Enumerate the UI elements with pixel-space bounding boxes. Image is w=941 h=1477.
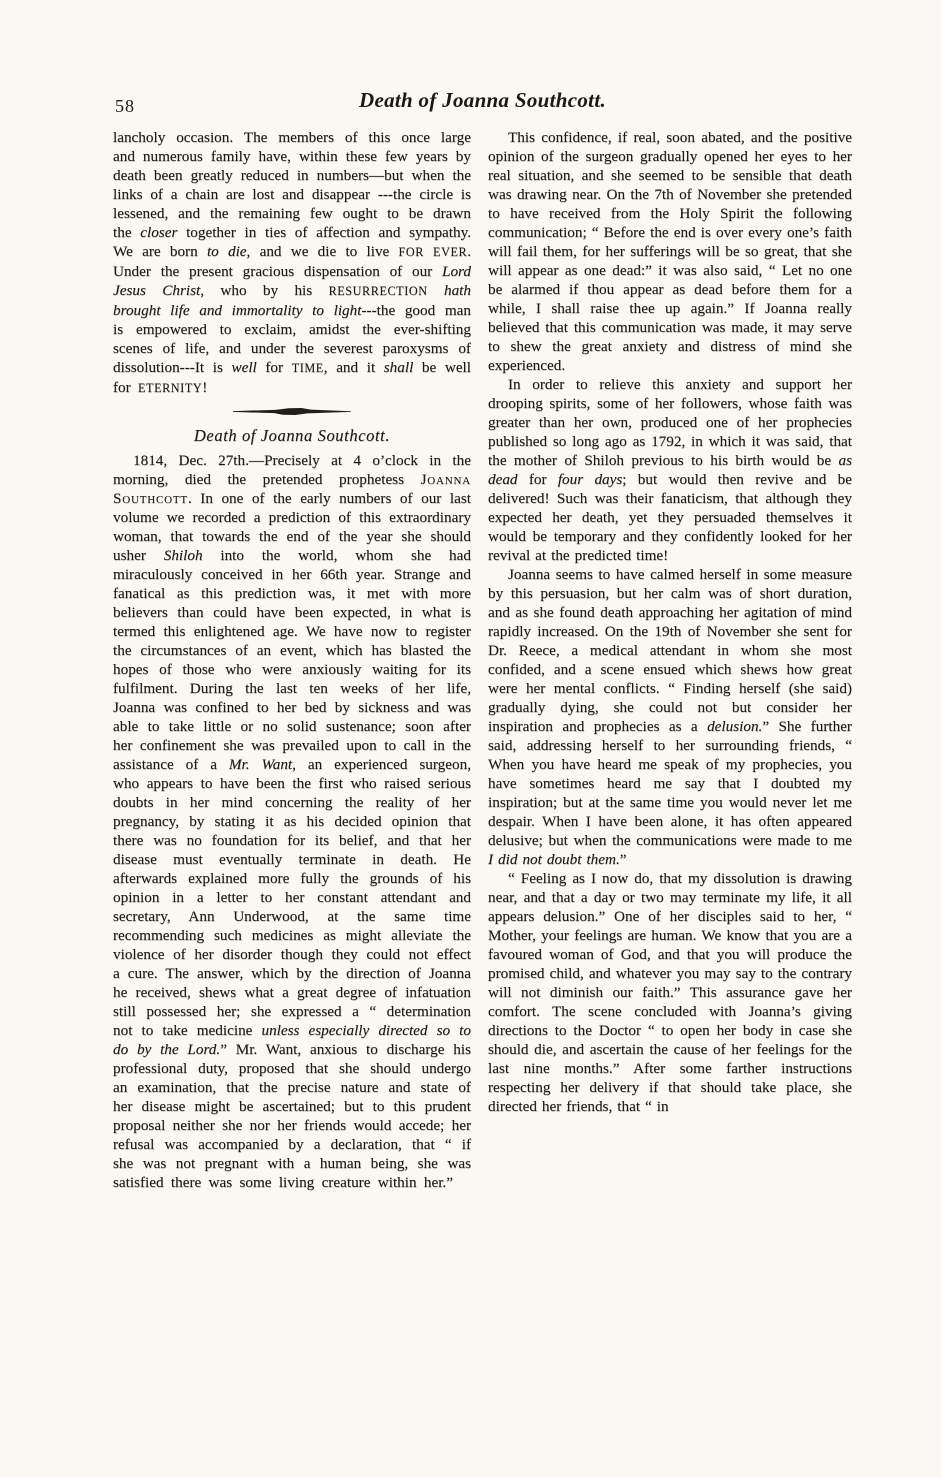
text-segment: into the world, whom she had miraculously conceived in her 66th year. Strange and fanatical as this prediction was, it met with more believers than could have been expected, in what is termed this enlightened age. We have now to register the circumstances of an event, which has blasted the hopes of those who were anxiously waiting for its fulfilment. During the last ten weeks of her life, Joanna was confined to her bed by sickness and was able to take little or no solid sustenance; soon after her confinement she was prevailed upon to call in the assistance of a <box>113 547 471 773</box>
paragraph <box>488 565 852 869</box>
section-heading: Death of Joanna Southcott. <box>193 426 391 445</box>
text-segment-sc: RESURRECTION <box>328 284 428 298</box>
text-segment-sc: TIME <box>291 361 324 375</box>
text-segment: , an experienced surgeon, who appears to have been the first who raised serious doubts in her mind concerning the reality of her pregnancy, by stating it as his decided opinion that there was no foundation for its belief, and that her disease must eventually terminate in death. He afterwards explained more fully the grounds of his opinion in a letter to her constant attendant and secretary, Ann Underwood, at the same time recommending such medicines as might alleviate the violence of her disorder though they could not effect a cure. The answer, which by the direction of Joanna he received, shews what a great degree of infatuation still possessed her; she expressed a “ determination not to take medicine <box>113 756 471 1039</box>
text-segment: ” Mr. Want, anxious to discharge his professional duty, proposed that she should undergo an examination, that the precise nature and state of her disease might be ascertained; but to this prudent proposal neither she nor her friends would accede; her refusal was accompanied by a declaration, that “ if she was not pregnant with a human being, she was satisfied there was some living creature within her.” <box>113 1041 471 1191</box>
text-segment: , and it <box>323 359 384 376</box>
paragraph <box>488 375 852 565</box>
text-segment <box>428 282 444 299</box>
text-columns <box>113 128 852 1192</box>
text-segment: “ Feeling as I now do, that my dissolution is drawing near, and that a day or two may terminate my life, it all appears delusion.” One of her disciples said to her, “ Mother, your feelings are human. We know that you are a favoured woman of God, and that you will produce the promised child, and whatever you may say to the contrary will not diminish our faith.” This assurance gave her comfort. The scene concluded with Joanna’s giving directions to the Doctor “ to open her body in case she should die, and ascertain the cause of her feelings for the last nine months.” After some farther instructions respecting her delivery if that should take place, she directed her friends, that “ in <box>488 870 852 1115</box>
text-segment: , and we die to live <box>246 243 399 260</box>
text-segment: ” <box>619 851 627 868</box>
text-segment: This confidence, if real, soon abated, and the positive opinion of the surgeon gradually opened her eyes to her real situation, and she seemed to be sensible that death was drawing near. On the 7th of November she pretended to have received from the Holy Spirit the following communication; “ Before the end is over every one’s faith will fail them, for her sufferings will be so great, that she will appear as one dead:” it was also said, “ Let no one be alarmed if thou appear as dead before them for a while, I shall raise thee up again.” If Joanna really believed that this communication was made, it may serve to shew the great anxiety and distress of mind she experienced. <box>488 129 852 374</box>
text-segment-i: I did not doubt them. <box>488 851 620 868</box>
text-segment-i: to die <box>206 243 247 260</box>
text-segment: be well for <box>113 359 471 396</box>
page-number: 58 <box>115 96 135 116</box>
text-segment-i: four days <box>557 471 623 488</box>
paragraph <box>113 128 471 398</box>
text-segment-i: shall <box>383 359 414 376</box>
text-segment: . In one of the early numbers of our last volume we recorded a prediction of this extraordinary woman, that towards the end of the year she should usher <box>113 490 471 564</box>
text-segment: for <box>517 471 558 488</box>
text-segment-sc: FOR EVER <box>398 245 468 259</box>
swelled-rule-divider <box>233 408 351 415</box>
paragraph <box>488 869 852 1116</box>
text-segment-i: Shiloh <box>163 547 203 564</box>
text-segment: together in ties of affection and sympathy. We are born <box>113 224 471 260</box>
text-segment-i: delusion. <box>707 718 763 735</box>
paragraph <box>488 128 852 375</box>
text-segment-sc: ETERNITY <box>138 381 203 395</box>
running-title: Death of Joanna Southcott. <box>358 88 606 112</box>
page-header <box>113 88 852 122</box>
text-segment: ” She further said, addressing herself to her surrounding friends, “ When you have heard me speak of my prophecies, you have sometimes heard me say that I doubted my inspiration; but at the same time you would never let me despair. When I have been alone, it has often appeared delusive; but when the communications were made to me <box>488 718 852 849</box>
text-segment-i: unless especially directed so to do by the Lord. <box>113 1022 471 1058</box>
text-segment-i: well <box>231 359 257 376</box>
text-segment: In order to relieve this anxiety and support her drooping spirits, some of her followers, whose faith was greater than her own, produced one of her prophecies published so long ago as 1792, in which it was said, that the mother of Shiloh previous to his birth would be <box>488 376 852 469</box>
text-segment: 1814, Dec. 27th.—Precisely at 4 o’clock in the morning, died the pretended prophetess <box>113 452 471 488</box>
left-column <box>113 128 471 1192</box>
text-segment-i: Lord Jesus Christ <box>113 263 471 299</box>
text-segment: ---the good man is empowered to exclaim, amidst the ever-shifting scenes of life, and under the severest paroxysms of dissolution---It is <box>113 302 472 376</box>
text-segment: ; but would then revive and be delivered! Such was their fanaticism, that although they expected her death, yet they persuaded themselves it would be temporary and they confidently looked for her revival at the predicted time! <box>488 471 852 564</box>
text-segment: ! <box>202 379 208 396</box>
right-column <box>488 128 852 1116</box>
text-segment-i: as dead <box>488 452 852 488</box>
text-segment-v: Joanna Southcott <box>113 471 471 507</box>
paragraph <box>113 451 471 1192</box>
text-segment: . Under the present gracious dispensation of our <box>113 243 471 280</box>
text-segment: Joanna seems to have calmed herself in some measure by this persuasion, but her calm was of short duration, and as she found death approaching her agitation of mind rapidly increased. On the 19th of November she sent for Dr. Reece, a medical attendant in whom she most confided, and a scene ensued which shews how great were her mental conflicts. “ Finding herself (she said) gradually dying, she could not but consider her inspiration and prophecies as a <box>488 566 852 735</box>
text-segment-i: Mr. Want <box>228 756 293 773</box>
text-segment: lancholy occasion. The members of this once large and numerous family have, within these few years by death been greatly reduced in numbers—but when the links of a chain are lost and disappear ---the circle is lessened, and the remaining few ought to be drawn the <box>113 129 471 241</box>
text-segment: , who by his <box>200 282 329 299</box>
text-segment-i: closer <box>140 224 178 241</box>
text-segment-i: hath brought life and immortality to light <box>113 282 471 319</box>
text-segment: for <box>256 359 292 376</box>
